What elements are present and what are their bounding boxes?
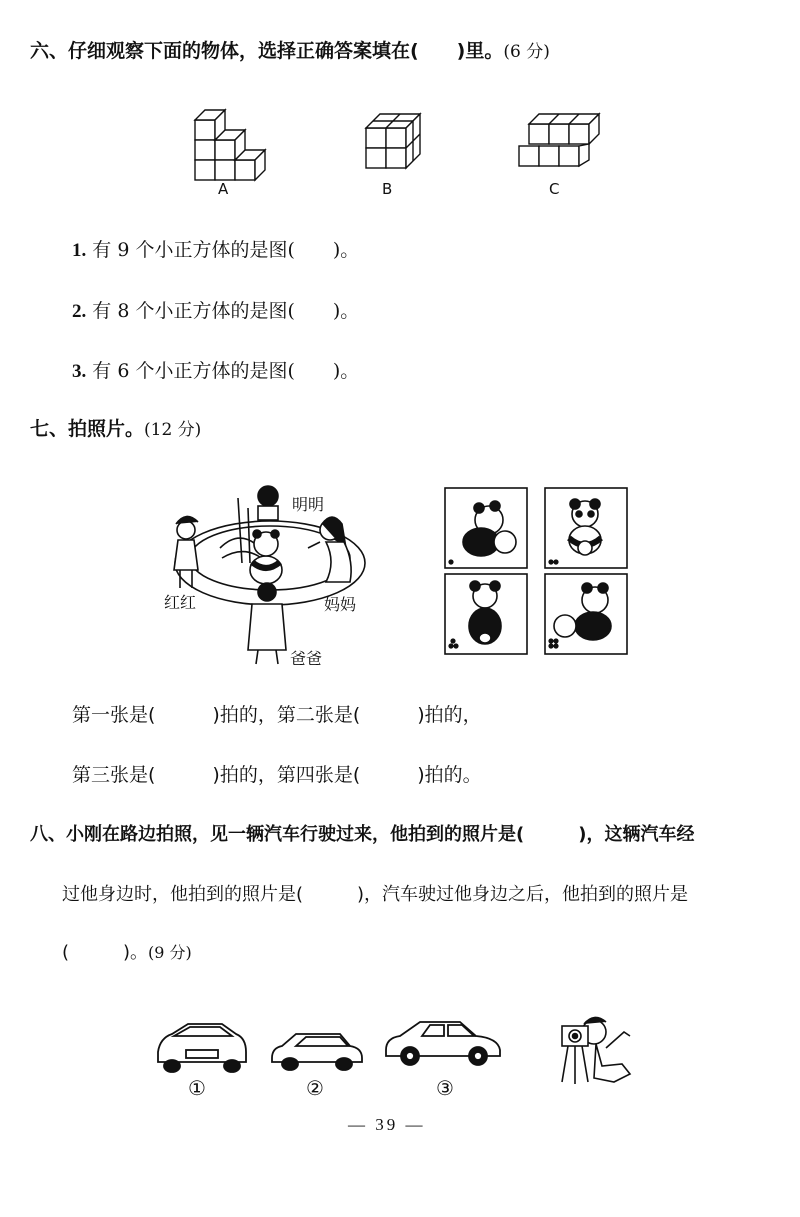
car-side-front-view (268, 1028, 364, 1072)
figure-b-label: B (382, 180, 393, 198)
question-3-number: 3. (72, 361, 87, 382)
figure-b-cubes (362, 108, 432, 170)
section7-heading (30, 414, 201, 441)
photographer-illustration (556, 1014, 636, 1090)
car-label-2: ② (306, 1076, 324, 1100)
page-number: — 39 — (348, 1115, 426, 1134)
section8-line3 (62, 938, 192, 964)
section8-line3-text: ( )。 (62, 942, 149, 963)
section8-points: (9 分) (148, 943, 192, 962)
panda-photo-grid (443, 486, 629, 656)
figure-c-cubes (515, 110, 605, 172)
figure-a-cubes (190, 100, 280, 180)
question-1 (72, 235, 359, 262)
section7-heading-text: 七、拍照片。 (30, 418, 145, 440)
figure-c-label: C (549, 180, 560, 198)
name-mama: 妈妈 (324, 595, 357, 614)
car-label-3: ③ (436, 1076, 454, 1100)
section6-heading (30, 36, 550, 63)
question-1-number: 1. (72, 240, 87, 261)
name-honghong: 红红 (164, 593, 197, 612)
section7-line2: 第三张是( )拍的，第四张是( )拍的。 (72, 764, 482, 786)
section7-line1: 第一张是( )拍的，第二张是( )拍的， (72, 704, 482, 726)
section8-line2: 过他身边时，他拍到的照片是( )，汽车驶过他身边之后，他拍到的照片是 (62, 884, 689, 905)
section8-line1: 八、小刚在路边拍照，见一辆汽车行驶过来，他拍到的照片是( )，这辆汽车经 (30, 824, 695, 845)
section7-points: (12 分) (144, 420, 202, 440)
section6-points: (6 分) (503, 42, 550, 62)
name-baba: 爸爸 (290, 649, 323, 668)
question-3-text: 有 6 个小正方体的是图( )。 (92, 360, 360, 382)
car-front-view (152, 1022, 248, 1074)
car-label-1: ① (188, 1076, 206, 1100)
figure-a-label: A (218, 180, 229, 198)
family-photo-scene (160, 478, 380, 668)
name-mingming: 明明 (292, 495, 325, 514)
car-side-view (382, 1018, 504, 1068)
question-2-number: 2. (72, 301, 87, 322)
question-1-text: 有 9 个小正方体的是图( )。 (92, 239, 360, 261)
question-2-text: 有 8 个小正方体的是图( )。 (92, 300, 360, 322)
question-3 (72, 356, 359, 383)
section6-heading-text: 六、仔细观察下面的物体，选择正确答案填在( )里。 (30, 40, 504, 62)
question-2 (72, 296, 359, 323)
